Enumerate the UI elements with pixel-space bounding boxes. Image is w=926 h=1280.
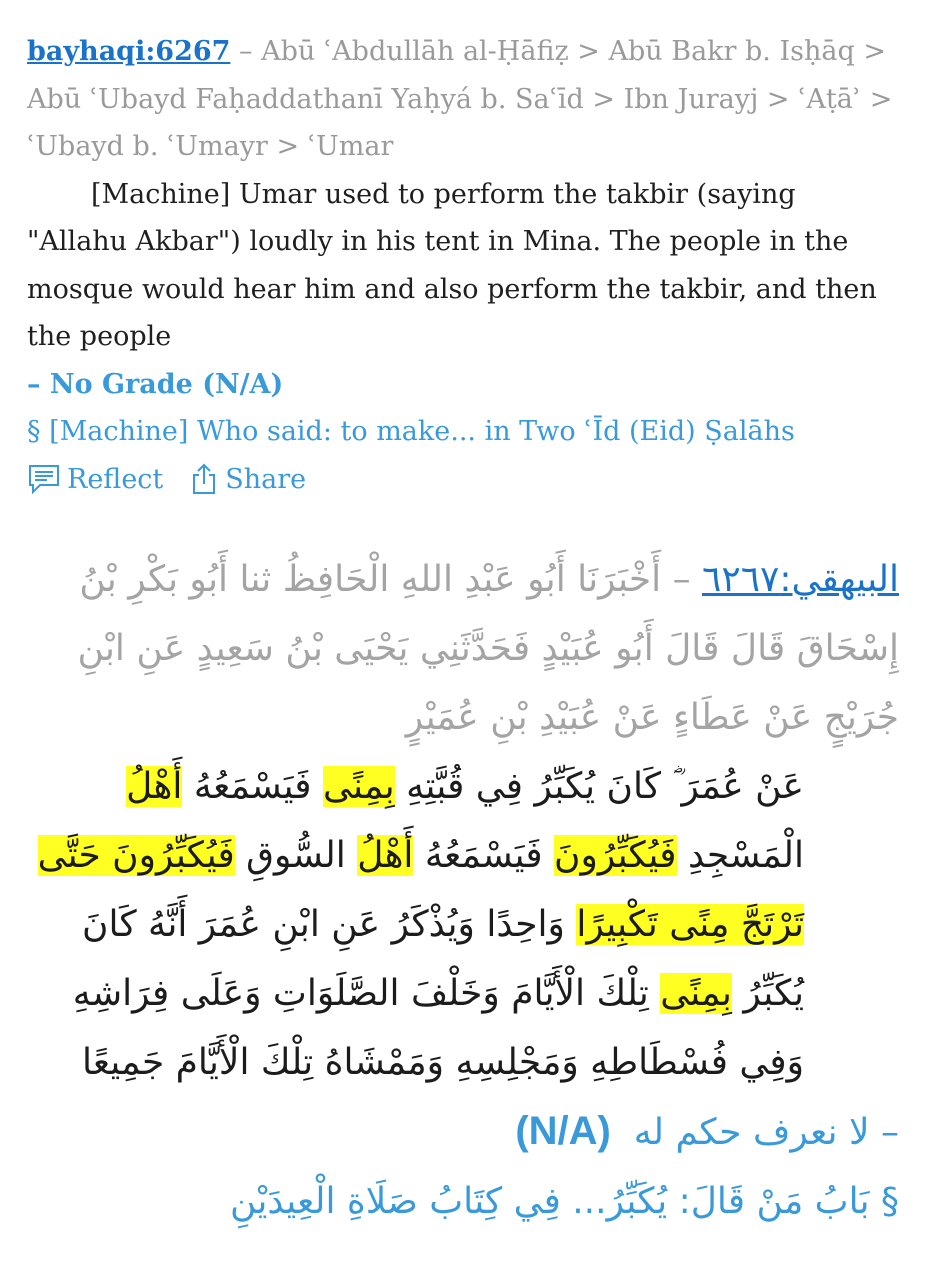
matn-segment: عَنْ عُمَرَ ؓ كَانَ يُكَبِّرُ فِي قُبَّتِهِ: [394, 766, 804, 807]
matn-segment: تِلْكَ الْأَيَّامَ وَخَلْفَ الصَّلَوَاتِ وَعَلَى فِرَاشِهِ وَفِي فُسْطَاطِهِ وَمَجْلِسِهِ وَمَمْشَاهُ تِلْكَ الْأَيَّامَ جَمِيعًا: [72, 973, 804, 1083]
comment-icon: [27, 463, 61, 495]
matn-segment: وَاحِدًا وَيُذْكَرُ عَنِ ابْنِ عُمَرَ أَنَّهُ كَانَ يُكَبِّرُ: [82, 904, 804, 1014]
highlighted-term: فَيُكَبِّرُونَ: [554, 835, 677, 876]
arabic-chapter-link[interactable]: § بَابُ مَنْ قَالَ: يُكَبِّرُ... فِي كِتَابُ صَلَاةِ الْعِيدَيْنِ: [229, 1181, 899, 1222]
arabic-grade: [19, 1097, 899, 1167]
english-chapter-link[interactable]: § [Machine] Who said: to make... in Two ʿĪd (Eid) Ṣalāhs: [27, 416, 795, 447]
highlighted-term: بِمِنًى: [322, 766, 395, 807]
english-grade: – No Grade (N/A): [27, 368, 284, 400]
arabic-grade-code: (N/A): [515, 1109, 611, 1153]
matn-segment: الْمَسْجِدِ: [676, 835, 804, 876]
hadith-reference-link[interactable]: bayhaqi:6267: [27, 36, 231, 67]
highlighted-term: أَهْلُ: [357, 835, 414, 876]
arabic-hadith-section: [19, 545, 899, 1236]
reflect-label: Reflect: [67, 463, 164, 495]
arabic-reference-link[interactable]: البيهقي:٦٢٦٧: [702, 559, 899, 600]
highlighted-term: أَهْلُ: [126, 766, 183, 807]
matn-segment: فَيَسْمَعُهُ: [413, 835, 554, 876]
highlighted-term: بِمِنًى: [660, 973, 732, 1014]
reflect-button[interactable]: [27, 463, 163, 495]
share-button[interactable]: [189, 462, 306, 496]
arabic-chain-text: أَخْبَرَنَا أَبُو عَبْدِ اللهِ الْحَافِظُ ثنا أَبُو بَكْرِ بْنُ إِسْحَاقَ قَالَ قَالَ أَبُو عُبَيْدٍ فَحَدَّثَنِي يَحْيَى بْنُ سَعِيدٍ عَنِ ابْنِ جُرَيْجٍ عَنْ عَطَاءٍ عَنْ عُبَيْدِ بْنِ عُمَيْرٍ: [77, 559, 899, 738]
english-narrator-chain: [27, 28, 899, 171]
arabic-chain-separator: –: [661, 559, 703, 600]
highlighted-term: فَيُكَبِّرُونَ حَتَّى تَرْتَجَّ مِنًى تَكْبِيرًا: [37, 835, 804, 945]
english-hadith-text: [Machine] Umar used to perform the takbir (saying "Allahu Akbar") loudly in his tent in Mina. The people in the mosque would hear him and also perform the takbir, and then the people: [27, 178, 877, 352]
share-label: Share: [225, 463, 307, 495]
matn-segment: فَيَسْمَعُهُ: [182, 766, 323, 807]
english-hadith-section: [27, 28, 899, 503]
arabic-grade-text: – لا نعرف حكم له: [633, 1112, 899, 1153]
arabic-hadith-text: [19, 752, 899, 1097]
chain-separator: –: [230, 36, 262, 67]
hadith-actions: [27, 456, 899, 503]
matn-segment: السُّوقِ: [234, 835, 358, 876]
share-icon: [189, 462, 219, 496]
arabic-narrator-chain: [19, 545, 899, 752]
chain-text: Abū ʿAbdullāh al-Ḥāfiẓ > Abū Bakr b. Isḥāq > Abū ʿUbayd Faḥaddathanī Yaḥyá b. Saʿīd > Ibn Jurayj > ʿAṭāʾ > ʿUbayd b. ʿUmayr > ʿUmar: [27, 36, 893, 162]
